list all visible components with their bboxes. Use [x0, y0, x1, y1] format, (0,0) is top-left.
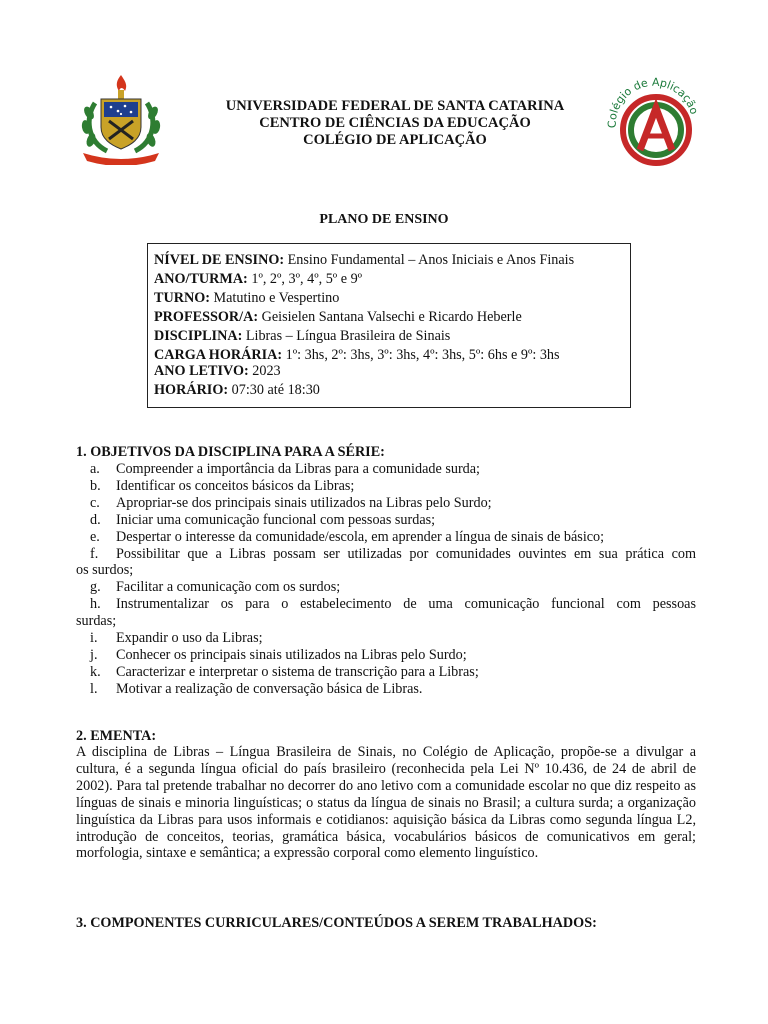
section-3-heading: 3. COMPONENTES CURRICULARES/CONTEÚDOS A SEREM TRABALHADOS:	[76, 915, 597, 931]
list-item: f. Possibilitar que a Libras possam ser utilizadas por comunidades ouvintes em sua prática com	[90, 545, 696, 562]
list-item: h. Instrumentalizar os para o estabelecimento de uma comunicação funcional com pessoas	[90, 596, 696, 613]
section-1-heading: 1. OBJETIVOS DA DISCIPLINA PARA A SÉRIE:	[76, 444, 385, 460]
school-name: COLÉGIO DE APLICAÇÃO	[303, 132, 487, 148]
list-item: b. Identificar os conceitos básicos da Libras;	[90, 477, 355, 494]
info-row: CARGA HORÁRIA: 1º: 3hs, 2º: 3hs, 3º: 3hs, 4º: 3hs, 5º: 6hs e 9º: 3hs	[154, 347, 560, 363]
list-item: a. Compreender a importância da Libras para a comunidade surda;	[90, 461, 480, 477]
info-row: HORÁRIO: 07:30 até 18:30	[154, 382, 320, 398]
info-row: PROFESSOR/A: Geisielen Santana Valsechi e Ricardo Heberle	[154, 309, 522, 325]
university-name: UNIVERSIDADE FEDERAL DE SANTA CATARINA	[225, 98, 565, 114]
list-item: d. Iniciar uma comunicação funcional com pessoas surdas;	[90, 511, 436, 528]
section-2-heading: 2. EMENTA:	[76, 728, 157, 744]
list-item: c. Apropriar-se dos principais sinais utilizados na Libras pelo Surdo;	[90, 494, 492, 511]
ufsc-coat-of-arms-logo	[73, 73, 169, 165]
list-item-continuation: os surdos;	[76, 562, 134, 579]
colegio-aplicacao-logo	[598, 72, 706, 168]
objectives-list	[76, 461, 696, 698]
list-item: g. Facilitar a comunicação com os surdos;	[90, 579, 341, 596]
ementa-paragraph: A disciplina de Libras – Língua Brasileira de Sinais, no Colégio de Aplicação, propõe-se a divulgar a cultura, é a segunda língua oficial do país brasileiro (reconhecida pela Lei Nº 10.436, de 24 de abril de 2002). Para tal pretende trabalhar no decorrer do ano letivo com a comunidade escolar no que diz respeito as línguas de sinais e minoria linguísticas; o status da língua de sinais no Brasil; a cultura surda; a organização linguística da Libras para usos informais e cotidianos: aquisição básica da Libras como segunda língua L2, introdução de conceitos, teorias, gramática básica, vocabulários básicos de comunicativos em geral; morfologia, sintaxe e semântica; a expressão corporal como elemento linguístico.	[76, 744, 696, 862]
list-item: e. Despertar o interesse da comunidade/escola, em aprender a língua de sinais de básico;	[90, 528, 605, 545]
info-row: TURNO: Matutino e Vespertino	[154, 290, 340, 306]
list-item: j. Conhecer os principais sinais utilizados na Libras pelo Surdo;	[90, 646, 467, 663]
list-item: l. Motivar a realização de conversação básica de Libras.	[90, 680, 423, 697]
logo-arc-text: Colégio de Aplicação	[605, 75, 701, 129]
list-item: i. Expandir o uso da Libras;	[90, 630, 263, 647]
institution-header	[180, 98, 610, 149]
info-row: NÍVEL DE ENSINO: Ensino Fundamental – Anos Iniciais e Anos Finais	[154, 252, 575, 268]
info-row: DISCIPLINA: Libras – Língua Brasileira de Sinais	[154, 328, 451, 344]
info-row: ANO LETIVO: 2023	[154, 363, 281, 379]
center-name: CENTRO DE CIÊNCIAS DA EDUCAÇÃO	[259, 115, 531, 131]
list-item-continuation: surdas;	[76, 613, 117, 630]
info-row: ANO/TURMA: 1º, 2º, 3º, 4º, 5º e 9º	[154, 271, 363, 287]
list-item: k. Caracterizar e interpretar o sistema de transcrição para a Libras;	[90, 663, 479, 680]
course-info-box	[147, 243, 631, 408]
page-title: PLANO DE ENSINO	[319, 212, 449, 227]
